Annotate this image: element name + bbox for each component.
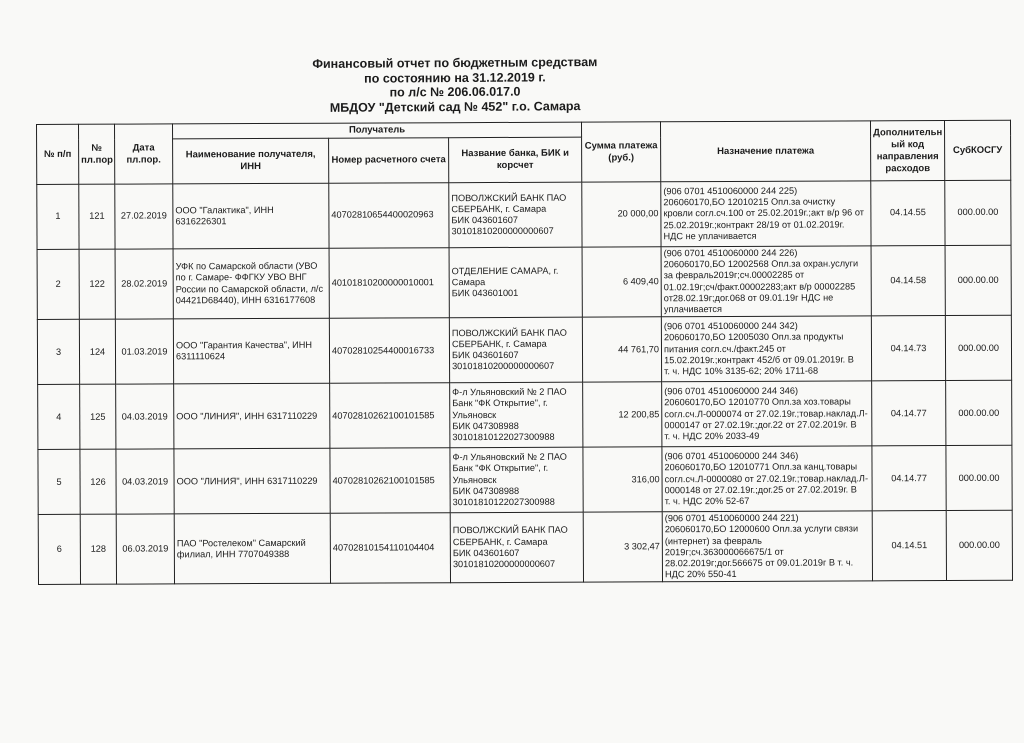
col-header-doc-line-1: № bbox=[91, 142, 102, 154]
cell-purpose-line: кровли согл.сч.100 от 25.02.2019г.;акт в/р 96 от bbox=[663, 207, 864, 219]
cell-purpose-line: за февраль2019г;сч.00002285 от bbox=[663, 270, 805, 281]
table-row bbox=[37, 245, 1011, 319]
cell-purpose bbox=[661, 316, 871, 382]
cell-purpose-line: 15.02.2019г.;контракт 452/б от 09.01.2019г. В bbox=[664, 354, 854, 366]
cell-bank-line: ОТДЕЛЕНИЕ САМАРА, г. bbox=[451, 265, 559, 276]
cell-sum: 6 409,40 bbox=[582, 247, 661, 318]
cell-purpose-line: 206060170,БО 12010215 Опл.за очистку bbox=[663, 196, 836, 208]
cell-name-line: ООО "ЛИНИЯ", ИНН 6317110229 bbox=[176, 410, 318, 422]
cell-bank-line: Самара bbox=[451, 277, 486, 288]
cell-doc: 121 bbox=[79, 184, 115, 249]
cell-date: 28.02.2019 bbox=[115, 249, 173, 319]
cell-date: 01.03.2019 bbox=[115, 319, 173, 384]
title-line-1: Финансовый отчет по бюджетным средствам bbox=[312, 55, 598, 71]
cell-kosgu: 000.00.00 bbox=[946, 445, 1012, 510]
cell-bank bbox=[449, 182, 582, 248]
cell-purpose-line: НДС не уплачивается bbox=[663, 230, 757, 242]
cell-bank-line: Банк "ФК Открытие", г. bbox=[452, 463, 549, 474]
cell-purpose-line: 28.02.2019г;дог.566675 от 09.01.2019г В т. ч. bbox=[664, 557, 854, 569]
cell-doc: 125 bbox=[80, 384, 116, 449]
cell-purpose-line: (906 0701 4510060000 244 225) bbox=[663, 185, 798, 197]
table-body bbox=[37, 180, 1013, 585]
cell-purpose-line: питания согл.сч./факт.245 от bbox=[663, 343, 786, 354]
cell-purpose bbox=[662, 446, 872, 512]
cell-num: 3 bbox=[37, 320, 79, 385]
cell-account: 40702810262100101585 bbox=[330, 383, 450, 449]
col-header-date-line-2: пл.пор. bbox=[126, 153, 161, 166]
col-header-code-line-4: расходов bbox=[885, 162, 931, 174]
cell-sum: 12 200,85 bbox=[583, 382, 662, 447]
cell-account: 40702810254400016733 bbox=[329, 318, 449, 384]
cell-code: 04.14.58 bbox=[871, 246, 945, 317]
cell-name-line: ПАО "Ростелеком" Самарский bbox=[176, 537, 306, 549]
cell-bank-line: Ф-л Ульяновский № 2 ПАО bbox=[452, 386, 567, 398]
cell-bank-line: ПОВОЛЖСКИЙ БАНК ПАО bbox=[451, 327, 567, 338]
cell-bank-line: БИК 047308988 bbox=[452, 420, 519, 431]
cell-doc: 128 bbox=[80, 514, 116, 584]
cell-kosgu: 000.00.00 bbox=[945, 245, 1011, 316]
col-header-bank-line-1: Название банка, БИК и bbox=[461, 147, 569, 160]
cell-sum: 44 761,70 bbox=[582, 317, 661, 382]
cell-bank bbox=[450, 447, 583, 513]
cell-bank bbox=[450, 382, 583, 448]
cell-name-line: 6311110624 bbox=[175, 351, 226, 362]
cell-purpose bbox=[662, 381, 872, 447]
cell-purpose-line: 206060170,БО 12010770 Опл.за хоз.товары bbox=[664, 396, 851, 408]
cell-bank-line: 30101810200000000607 bbox=[452, 361, 555, 372]
cell-num: 5 bbox=[38, 450, 80, 515]
cell-num: 4 bbox=[38, 385, 80, 450]
title-line-3: по л/с № 206.06.017.0 bbox=[389, 84, 521, 100]
col-header-sum bbox=[582, 122, 661, 182]
cell-code: 04.14.73 bbox=[871, 316, 945, 381]
cell-name bbox=[174, 383, 330, 449]
cell-bank-line: 30101810200000000607 bbox=[452, 558, 556, 570]
cell-purpose-line: (906 0701 4510060000 244 346) bbox=[664, 450, 799, 462]
cell-name bbox=[174, 513, 330, 584]
payments-table bbox=[36, 120, 1013, 586]
col-header-purpose: Назначение платежа bbox=[661, 121, 871, 182]
cell-bank-line: ПОВОЛЖСКИЙ БАНК ПАО bbox=[451, 192, 567, 203]
cell-doc: 126 bbox=[80, 449, 116, 514]
cell-name bbox=[173, 183, 329, 249]
cell-bank-line: БИК 043601001 bbox=[451, 288, 519, 299]
cell-purpose-line: (906 0701 4510060000 244 346) bbox=[664, 385, 799, 397]
cell-bank-line: 30101810122027300988 bbox=[452, 496, 555, 508]
cell-purpose-line: 0000148 от 27.02.19г.;дог.25 от 27.02.2019г. В bbox=[664, 484, 857, 496]
col-header-kosgu: СубКОСГУ bbox=[945, 120, 1011, 180]
cell-purpose-line: 206060170,БО 12000600 Опл.за услуги связи bbox=[664, 523, 859, 535]
cell-purpose-line: 206060170,БО 12005030 Опл.за продукты bbox=[663, 331, 844, 343]
cell-date: 04.03.2019 bbox=[116, 384, 174, 449]
table-row bbox=[37, 180, 1011, 249]
col-header-sum-line-2: (руб.) bbox=[608, 151, 635, 164]
cell-sum: 20 000,00 bbox=[582, 182, 661, 247]
cell-name-line: ООО "Гарантия Качества", ИНН bbox=[175, 339, 313, 351]
cell-bank-line: СБЕРБАНК, г. Самара bbox=[452, 536, 548, 547]
cell-doc: 124 bbox=[79, 319, 115, 384]
cell-bank-line: БИК 043601607 bbox=[451, 350, 519, 361]
cell-sum: 3 302,47 bbox=[583, 512, 662, 583]
cell-num: 1 bbox=[37, 184, 79, 249]
cell-bank-line: Ульяновск bbox=[452, 474, 497, 485]
cell-bank-line: СБЕРБАНК, г. Самара bbox=[451, 203, 547, 214]
table-row bbox=[38, 510, 1012, 584]
cell-num: 6 bbox=[38, 515, 80, 585]
cell-purpose-line: (906 0701 4510060000 244 226) bbox=[663, 247, 798, 259]
table-row bbox=[38, 445, 1012, 514]
cell-doc: 122 bbox=[79, 249, 115, 319]
cell-purpose-line: от28.02.19г;дог.068 от 09.01.19г НДС не bbox=[663, 292, 834, 304]
cell-kosgu: 000.00.00 bbox=[945, 315, 1011, 380]
col-header-bank bbox=[449, 137, 582, 183]
cell-purpose-line: согл.сч.Л-0000080 от 27.02.19г.;товар.наклад.Л- bbox=[664, 472, 869, 484]
cell-name-line: ООО "Галактика", ИНН bbox=[175, 204, 274, 216]
col-header-code-line-3: направления bbox=[876, 150, 939, 162]
cell-bank-line: БИК 043601607 bbox=[451, 214, 518, 226]
cell-bank-line: СБЕРБАНК, г. Самара bbox=[451, 338, 547, 350]
cell-purpose bbox=[662, 511, 872, 582]
cell-bank-line: Банк "ФК Открытие", г. bbox=[452, 398, 548, 409]
cell-purpose-line: т. ч. НДС 10% 3135-62; 20% 1711-68 bbox=[664, 365, 819, 377]
col-header-code-line-1: Дополнительн bbox=[873, 126, 943, 138]
cell-purpose-line: согл.сч.Л-0000074 от 27.02.19г.;товар.наклад.Л- bbox=[664, 407, 868, 419]
cell-purpose-line: 25.02.2019г.;контракт 28/19 от 01.02.2019г. bbox=[663, 219, 845, 230]
cell-code: 04.14.77 bbox=[872, 446, 946, 511]
cell-purpose-line: (906 0701 4510060000 244 342) bbox=[663, 320, 798, 332]
title-line-4: МБДОУ "Детский сад № 452" г.о. Самара bbox=[329, 98, 581, 115]
cell-bank bbox=[450, 512, 583, 583]
col-header-date-line-1: Дата bbox=[132, 141, 155, 154]
cell-purpose-line: 0000147 от 27.02.19г.;дог.22 от 27.02.2019г. В bbox=[664, 419, 857, 431]
cell-name-line: по г. Самаре- ФФГКУ УВО ВНГ bbox=[175, 272, 307, 283]
cell-account: 40702810654400020963 bbox=[329, 183, 449, 249]
cell-bank-line: ПОВОЛЖСКИЙ БАНК ПАО bbox=[452, 525, 568, 536]
col-header-code-line-2: ый код bbox=[891, 138, 925, 150]
cell-bank-line: Ульяновск bbox=[452, 409, 497, 420]
col-header-name: Наименование получателя, ИНН bbox=[173, 138, 329, 184]
cell-purpose bbox=[661, 181, 871, 247]
cell-name-line: России по Самарской области, л/с bbox=[175, 283, 324, 295]
cell-kosgu: 000.00.00 bbox=[946, 510, 1012, 581]
table-row bbox=[38, 380, 1012, 449]
cell-purpose-line: 01.02.19г;сч/факт.00002283;акт в/р 00002285 bbox=[663, 281, 856, 292]
cell-name-line: 04421D68440), ИНН 6316177608 bbox=[175, 294, 316, 306]
cell-purpose-line: т. ч. НДС 20% 2033-49 bbox=[664, 430, 760, 442]
cell-purpose-line: 206060170,БО 12010771 Опл.за канц.товары bbox=[664, 461, 858, 473]
cell-bank bbox=[449, 317, 582, 383]
cell-purpose-line: (интернет) за февраль bbox=[664, 535, 762, 546]
cell-purpose-line: 206060170,БО 12002568 Опл.за охран.услуги bbox=[663, 258, 859, 270]
cell-purpose-line: (906 0701 4510060000 244 221) bbox=[664, 512, 799, 524]
cell-date: 06.03.2019 bbox=[116, 514, 174, 584]
cell-account: 40101810200000010001 bbox=[329, 248, 449, 319]
cell-bank-line: 30101810122027300988 bbox=[452, 431, 555, 443]
cell-bank-line: БИК 043601607 bbox=[452, 547, 520, 559]
report-title bbox=[300, 55, 610, 115]
cell-sum: 316,00 bbox=[583, 447, 662, 512]
cell-name-line: УФК по Самарской области (УВО bbox=[175, 260, 318, 272]
cell-code: 04.14.51 bbox=[872, 511, 946, 582]
title-line-2: по состоянию на 31.12.2019 г. bbox=[364, 69, 546, 86]
cell-name-line: филиал, ИНН 7707049388 bbox=[176, 548, 290, 560]
cell-bank-line: БИК 047308988 bbox=[452, 485, 520, 496]
cell-name bbox=[173, 318, 329, 384]
cell-kosgu: 000.00.00 bbox=[946, 380, 1012, 445]
group-header-recipient: Получатель bbox=[173, 122, 582, 139]
cell-name-line: 6316226301 bbox=[175, 216, 227, 227]
cell-purpose-line: 2019г;сч.363000066675/1 от bbox=[664, 546, 784, 558]
cell-bank bbox=[449, 247, 582, 318]
cell-code: 04.14.55 bbox=[871, 181, 945, 246]
col-header-date bbox=[115, 124, 173, 184]
col-header-code bbox=[871, 121, 945, 181]
col-header-sum-line-1: Сумма платежа bbox=[584, 139, 658, 152]
col-header-doc-line-2: пл.пор bbox=[81, 154, 113, 166]
cell-date: 27.02.2019 bbox=[115, 184, 173, 249]
col-header-account: Номер расчетного счета bbox=[329, 138, 449, 184]
col-header-doc bbox=[79, 124, 115, 184]
cell-purpose-line: т. ч. НДС 20% 52-67 bbox=[664, 495, 750, 507]
cell-bank-line: Ф-л Ульяновский № 2 ПАО bbox=[452, 451, 567, 463]
cell-name bbox=[174, 448, 330, 514]
cell-name-line: ООО "ЛИНИЯ", ИНН 6317110229 bbox=[176, 475, 318, 486]
cell-date: 04.03.2019 bbox=[116, 449, 174, 514]
cell-account: 40702810262100101585 bbox=[330, 448, 450, 514]
cell-name bbox=[173, 248, 329, 319]
cell-bank-line: 30101810200000000607 bbox=[451, 225, 554, 237]
cell-purpose bbox=[661, 246, 871, 317]
cell-account: 40702810154110104404 bbox=[330, 513, 450, 584]
cell-purpose-line: НДС 20% 550-41 bbox=[664, 569, 737, 580]
cell-num: 2 bbox=[37, 249, 79, 319]
cell-purpose-line: уплачивается bbox=[663, 304, 722, 315]
col-header-num: № п/п bbox=[37, 124, 79, 184]
cell-kosgu: 000.00.00 bbox=[945, 180, 1011, 245]
cell-code: 04.14.77 bbox=[872, 381, 946, 446]
col-header-bank-line-2: корсчет bbox=[496, 159, 534, 171]
table-row bbox=[37, 315, 1011, 384]
